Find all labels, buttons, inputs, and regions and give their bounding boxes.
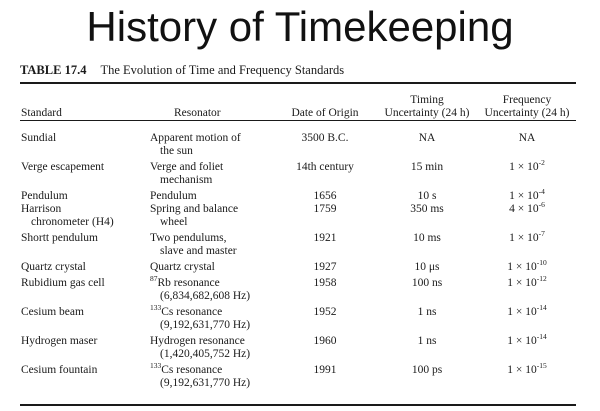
standard-line: Rubidium gas cell (21, 277, 105, 289)
cell-resonator (144, 335, 274, 364)
standard-line: Cesium fountain (21, 364, 98, 376)
standard-line: Verge escapement (21, 161, 105, 173)
cell-date: 1991 (313, 364, 337, 376)
cell-date: 1960 (313, 335, 337, 347)
cell-frequency: $1 \times 10^{-7}$ (509, 229, 545, 244)
cell-date: 1759 (313, 203, 337, 215)
cell-timing: NA (418, 132, 436, 144)
table-row (20, 335, 576, 364)
standard-line: Sundial (21, 132, 57, 144)
resonator-line: (9,192,631,770 Hz) (160, 319, 251, 331)
resonator-line: mechanism (160, 174, 213, 186)
resonator-line: the sun (160, 145, 193, 157)
cell-resonator (144, 261, 274, 277)
header-resonator: Resonator (174, 107, 221, 119)
resonator-line: Verge and foliet (150, 161, 224, 173)
resonator-line: Spring and balance (150, 203, 239, 215)
resonator-line: (1,420,405,752 Hz) (160, 348, 251, 360)
table-caption-text: The Evolution of Time and Frequency Standards (100, 63, 345, 77)
resonator-line: wheel (160, 216, 188, 228)
resonator-line: Pendulum (150, 190, 197, 202)
cell-timing: 100 ps (411, 364, 443, 376)
table-row (20, 277, 576, 306)
cell-timing: 350 ms (410, 203, 444, 215)
standard-line: Quartz crystal (21, 261, 86, 273)
standard-line: Shortt pendulum (21, 232, 98, 244)
cell-frequency: NA (518, 132, 536, 144)
cell-timing: 1 ns (417, 335, 437, 347)
cell-resonator (144, 203, 274, 232)
cell-standard (20, 364, 144, 393)
cell-resonator (144, 190, 274, 203)
frequency-exponent: -4 (538, 187, 545, 197)
table-bottom-rule (20, 404, 576, 406)
cell-date: 1927 (313, 261, 337, 273)
cell-standard (20, 203, 144, 232)
cell-timing: 10 μs (414, 261, 440, 273)
isotope-number: 133 (150, 303, 162, 313)
cell-frequency: $1 \times 10^{-10}$ (507, 258, 547, 273)
resonator-line: Quartz crystal (150, 261, 215, 273)
header-standard: Standard (21, 107, 62, 119)
table-caption-number: TABLE 17.4 (20, 63, 87, 77)
header-frequency (478, 86, 576, 123)
cell-standard (20, 306, 144, 335)
cell-standard (20, 232, 144, 261)
cell-frequency: $1 \times 10^{-2}$ (509, 158, 545, 173)
resonator-line: Apparent motion of (150, 132, 241, 144)
header-timing-line2: Uncertainty (24 h) (384, 107, 470, 119)
header-timing-line1: Timing (410, 94, 444, 106)
cell-timing: 10 ms (413, 232, 441, 244)
standard-line: Hydrogen maser (21, 335, 98, 347)
cell-date: 1952 (313, 306, 337, 318)
frequency-exponent: -7 (538, 229, 545, 239)
header-date: Date of Origin (291, 107, 359, 119)
frequency-exponent: -12 (536, 274, 547, 284)
cell-frequency: $1 \times 10^{-4}$ (509, 187, 545, 202)
table-body (20, 123, 576, 393)
cell-date: 1958 (313, 277, 337, 289)
frequency-exponent: -6 (538, 200, 545, 210)
frequency-exponent: -15 (536, 361, 547, 371)
cell-frequency: $1 \times 10^{-14}$ (507, 332, 547, 347)
cell-resonator (144, 123, 274, 161)
slide-title: History of Timekeeping (86, 3, 514, 50)
cell-standard (20, 190, 144, 203)
cell-date: 1921 (313, 232, 337, 244)
resonator-line: (6,834,682,608 Hz) (160, 290, 251, 302)
cell-timing: 100 ns (411, 277, 443, 289)
cell-resonator (144, 274, 274, 306)
header-frequency-line1: Frequency (502, 94, 552, 106)
table-row (20, 261, 576, 277)
standard-line: Cesium beam (21, 306, 84, 318)
resonator-line: $^{133}$Cs resonance (150, 303, 223, 318)
cell-resonator (144, 232, 274, 261)
standard-line: chronometer (H4) (31, 216, 114, 228)
cell-frequency: $1 \times 10^{-15}$ (507, 361, 547, 376)
table-row (20, 306, 576, 335)
table-row (20, 161, 576, 190)
cell-standard (20, 261, 144, 277)
table-row (20, 190, 576, 203)
frequency-exponent: -10 (536, 258, 547, 268)
resonator-line: Two pendulums, (150, 232, 227, 244)
standard-line: Pendulum (21, 190, 68, 202)
cell-timing: 10 s (417, 190, 437, 202)
cell-frequency: $4 \times 10^{-6}$ (509, 200, 545, 215)
cell-resonator (144, 303, 274, 335)
cell-resonator (144, 161, 274, 190)
table-row (20, 364, 576, 393)
cell-date: 3500 B.C. (301, 132, 349, 144)
cell-frequency: $1 \times 10^{-12}$ (507, 274, 547, 289)
cell-timing: 1 ns (417, 306, 437, 318)
table-row (20, 203, 576, 232)
cell-date: 14th century (296, 161, 354, 173)
resonator-line: $^{133}$Cs resonance (150, 361, 223, 376)
standards-table (20, 86, 576, 393)
frequency-exponent: -14 (536, 332, 547, 342)
table-caption (20, 62, 344, 78)
resonator-line: (9,192,631,770 Hz) (160, 377, 251, 389)
cell-standard (20, 277, 144, 306)
cell-timing: 15 min (410, 161, 444, 173)
cell-standard (20, 161, 144, 190)
header-timing (376, 86, 478, 123)
table-row (20, 123, 576, 161)
table-row (20, 232, 576, 261)
resonator-line: slave and master (160, 245, 237, 257)
table-header-row (20, 86, 576, 123)
isotope-number: 133 (150, 361, 162, 371)
table-top-rule (20, 82, 576, 84)
resonator-line: Hydrogen resonance (150, 335, 245, 347)
frequency-exponent: -14 (536, 303, 547, 313)
standard-line: Harrison (21, 203, 62, 215)
cell-standard (20, 335, 144, 364)
cell-resonator (144, 361, 274, 393)
isotope-number: 87 (150, 274, 158, 284)
header-frequency-line2: Uncertainty (24 h) (484, 107, 570, 119)
cell-date: 1656 (313, 190, 337, 202)
cell-standard (20, 123, 144, 161)
resonator-line: $^{87}$Rb resonance (150, 274, 220, 289)
frequency-exponent: -2 (538, 158, 545, 168)
cell-frequency: $1 \times 10^{-14}$ (507, 303, 547, 318)
